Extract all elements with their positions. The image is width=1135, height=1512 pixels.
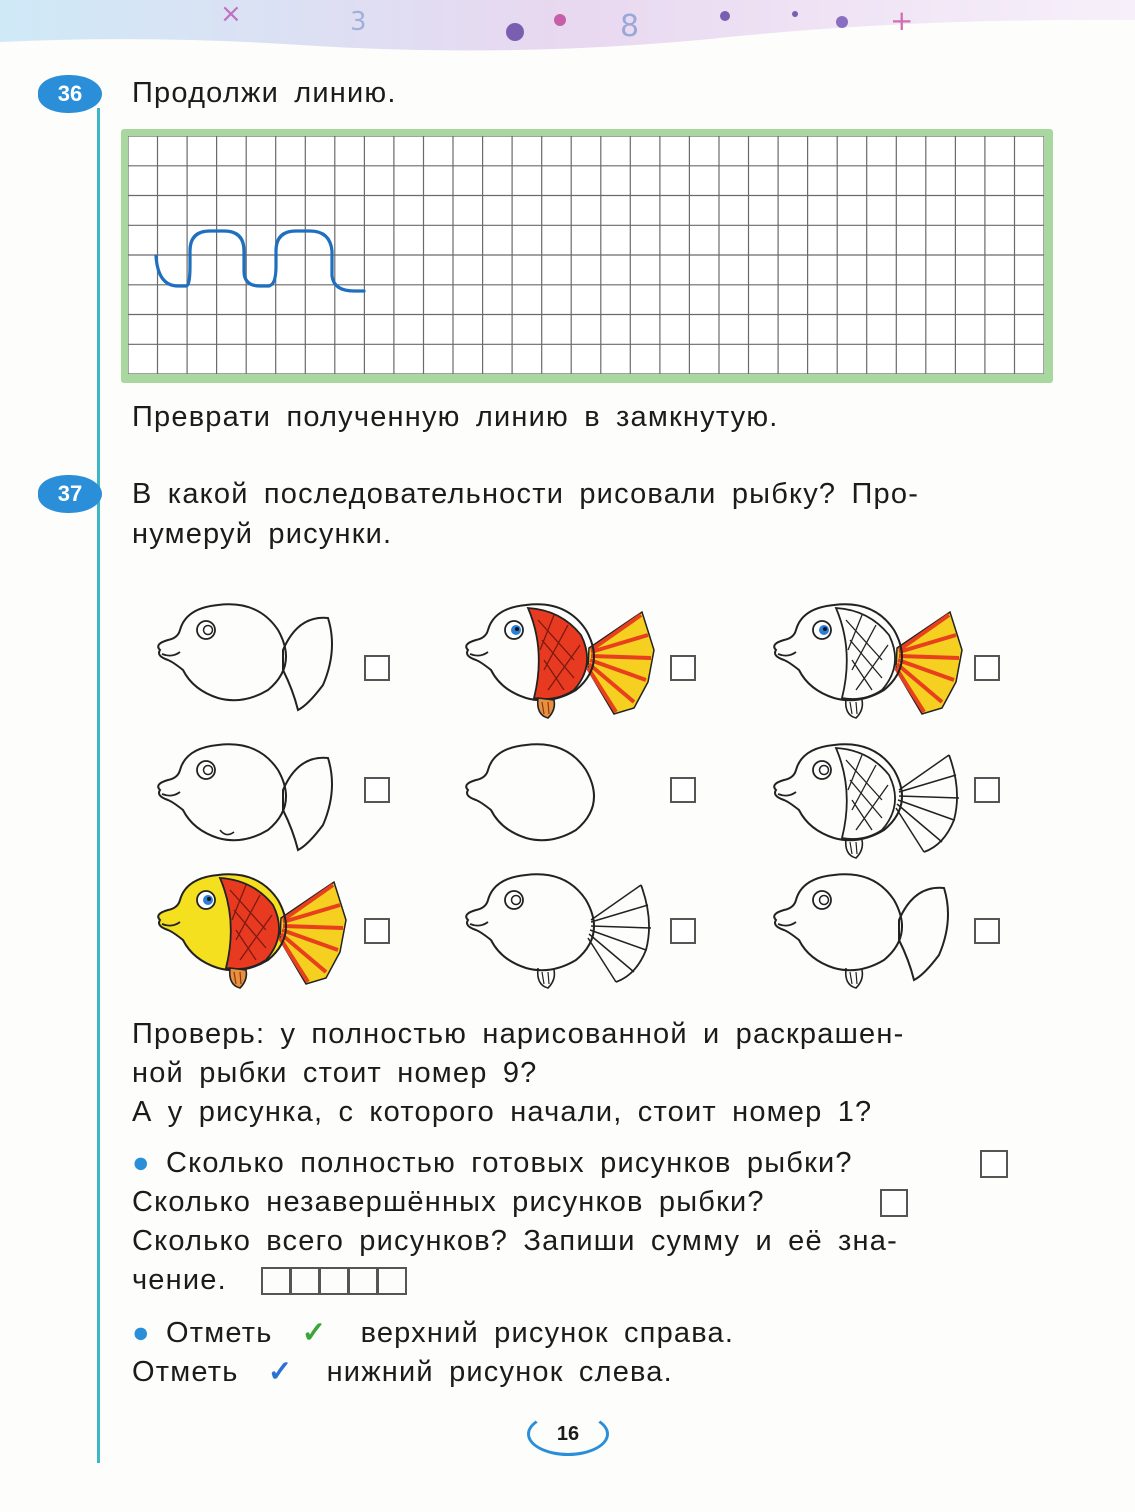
task37-question-line1: В какой последовательности рисовали рыбку? Про- [132,478,920,510]
question-done-row [132,1147,853,1180]
sum-cell[interactable] [291,1267,320,1295]
sum-answer-cells[interactable] [261,1267,407,1295]
sum-cell[interactable] [349,1267,378,1295]
green-check-icon: ✓ [301,1317,328,1349]
sum-cell[interactable] [261,1267,291,1295]
sum-cell[interactable] [320,1267,349,1295]
mark-bottom-left-text: нижний рисунок слева. [326,1356,673,1388]
drawing-grid-frame [121,129,1053,383]
number-box-3[interactable] [974,655,1000,681]
fish-drawing-5 [456,730,656,860]
answer-box-done[interactable] [980,1150,1008,1178]
svg-text:3: 3 [350,7,367,37]
task37-question-line2: нумеруй рисунки. [132,518,393,550]
fish-drawing-3 [764,590,964,720]
task36-instruction: Преврати полученную линию в замкнутую. [132,401,779,433]
number-box-2[interactable] [670,655,696,681]
number-box-8[interactable] [670,918,696,944]
mark-prefix-2: Отметь [132,1356,239,1388]
question-total-line2: чение. [132,1264,227,1296]
number-box-1[interactable] [364,655,390,681]
question-total-line1: Сколько всего рисунков? Запиши сумму и её зна- [132,1225,898,1257]
task-number-badge-36: 36 [38,75,102,113]
fish-drawing-4 [148,730,348,860]
top-decorative-banner [0,0,1135,55]
task36-title: Продолжи линию. [132,77,397,109]
task-number-badge-37: 37 [38,475,102,513]
number-box-6[interactable] [974,777,1000,803]
fish-drawing-7 [148,860,348,990]
check-line-1: Проверь: у полностью нарисованной и раскрашен- [132,1018,905,1050]
question-unfinished: Сколько незавершённых рисунков рыбки? [132,1186,765,1218]
number-box-4[interactable] [364,777,390,803]
fish-drawing-6 [764,730,964,860]
fish-drawing-2 [456,590,656,720]
svg-text:×: × [220,0,242,29]
number-box-5[interactable] [670,777,696,803]
mark-bottom-left-row [132,1354,673,1389]
page-number: 16 [527,1412,609,1456]
bullet-icon: ● [132,1317,151,1349]
fish-drawing-1 [148,590,348,720]
number-box-9[interactable] [974,918,1000,944]
svg-text:8: 8 [620,9,640,44]
drawing-grid[interactable] [128,136,1044,374]
fish-drawing-8 [456,860,656,990]
blue-check-icon: ✓ [267,1356,294,1388]
mark-prefix-1: Отметь [165,1317,273,1349]
number-box-7[interactable] [364,918,390,944]
mark-top-right-text: верхний рисунок справа. [360,1317,735,1349]
question-done: Сколько полностью готовых рисунков рыбки? [165,1147,853,1179]
bullet-icon: ● [132,1147,151,1179]
mark-top-right-row [132,1315,734,1350]
svg-text:+: + [890,4,914,37]
answer-box-unfinished[interactable] [880,1189,908,1217]
check-line-2: ной рыбки стоит номер 9? [132,1057,538,1089]
fish-drawing-9 [764,860,964,990]
check-line-3: А у рисунка, с которого начали, стоит номер 1? [132,1096,873,1128]
margin-line [97,108,100,1463]
grid-lines [128,136,1044,374]
sum-cell[interactable] [378,1267,407,1295]
